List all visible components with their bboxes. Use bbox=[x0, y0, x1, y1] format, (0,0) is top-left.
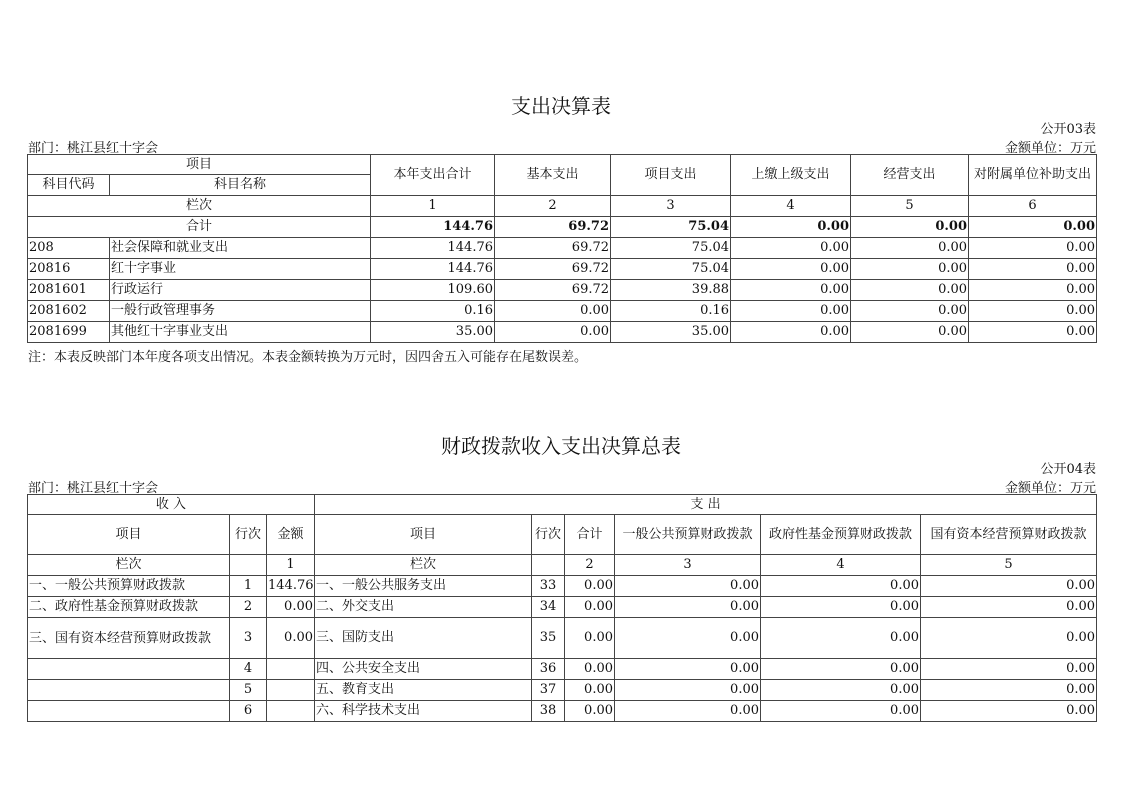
cell-value: 0.00 bbox=[761, 680, 921, 701]
table-row bbox=[28, 680, 1097, 701]
cell-value: 144.76 bbox=[371, 259, 495, 280]
table-row bbox=[28, 280, 1097, 301]
cell-value: 69.72 bbox=[495, 280, 611, 301]
cell-value: 0.00 bbox=[565, 680, 615, 701]
expenditure-unit: 金额单位：万元 bbox=[1004, 141, 1096, 156]
col-number: 2 bbox=[565, 555, 615, 576]
expense-item: 六、科学技术支出 bbox=[315, 701, 532, 722]
income-item bbox=[28, 659, 230, 680]
fiscal-table-title: 财政拨款收入支出决算总表 bbox=[441, 434, 681, 458]
expense-hangci: 34 bbox=[532, 597, 565, 618]
col-number: 1 bbox=[371, 196, 495, 217]
col-number: 6 bbox=[969, 196, 1097, 217]
cell-value: 0.00 bbox=[565, 597, 615, 618]
lanci-label: 栏次 bbox=[28, 196, 371, 217]
cell-value: 0.00 bbox=[921, 597, 1097, 618]
cell-value: 0.00 bbox=[615, 680, 761, 701]
header-general-budget: 一般公共预算财政拨款 bbox=[615, 515, 761, 555]
header-in-hangci: 行次 bbox=[230, 515, 267, 555]
income-hangci: 1 bbox=[230, 576, 267, 597]
subject-code: 20816 bbox=[28, 259, 110, 280]
header-out-item: 项目 bbox=[315, 515, 532, 555]
cell-value: 0.00 bbox=[921, 701, 1097, 722]
cell-value: 0.00 bbox=[731, 280, 851, 301]
header-item: 项目 bbox=[28, 155, 371, 175]
column-number-row bbox=[28, 555, 1097, 576]
expense-item: 一、一般公共服务支出 bbox=[315, 576, 532, 597]
income-amount bbox=[267, 701, 315, 722]
header-col-total: 本年支出合计 bbox=[371, 155, 495, 196]
income-header: 收 入 bbox=[28, 495, 315, 515]
header-col-business: 经营支出 bbox=[851, 155, 969, 196]
cell-value: 0.00 bbox=[969, 280, 1097, 301]
total-value: 144.76 bbox=[371, 217, 495, 238]
expenditure-department: 部门：桃江县红十字会 bbox=[28, 141, 159, 156]
col-number: 4 bbox=[761, 555, 921, 576]
income-hangci: 4 bbox=[230, 659, 267, 680]
col-number: 4 bbox=[731, 196, 851, 217]
subject-code: 2081601 bbox=[28, 280, 110, 301]
header-in-amount: 金额 bbox=[267, 515, 315, 555]
subject-code: 2081602 bbox=[28, 301, 110, 322]
cell-value: 0.00 bbox=[921, 618, 1097, 659]
cell-value: 0.00 bbox=[615, 701, 761, 722]
header-col-upper: 上缴上级支出 bbox=[731, 155, 851, 196]
empty-cell bbox=[532, 555, 565, 576]
income-hangci: 3 bbox=[230, 618, 267, 659]
income-item: 二、政府性基金预算财政拨款 bbox=[28, 597, 230, 618]
total-value: 69.72 bbox=[495, 217, 611, 238]
table-row bbox=[28, 659, 1097, 680]
cell-value: 0.00 bbox=[921, 659, 1097, 680]
table-row bbox=[28, 701, 1097, 722]
table-row bbox=[28, 259, 1097, 280]
col-number: 1 bbox=[267, 555, 315, 576]
expenditure-table-code: 公开03表 bbox=[1040, 122, 1096, 137]
cell-value: 0.00 bbox=[495, 301, 611, 322]
total-value: 75.04 bbox=[611, 217, 731, 238]
column-number-row bbox=[28, 196, 1097, 217]
table-row bbox=[28, 238, 1097, 259]
fiscal-table bbox=[27, 494, 1097, 722]
subject-name: 其他红十字事业支出 bbox=[110, 322, 371, 343]
header-subject-name: 科目名称 bbox=[110, 175, 371, 196]
cell-value: 0.00 bbox=[921, 680, 1097, 701]
subject-code: 208 bbox=[28, 238, 110, 259]
cell-value: 0.00 bbox=[761, 576, 921, 597]
total-label: 合计 bbox=[28, 217, 371, 238]
header-subject-code: 科目代码 bbox=[28, 175, 110, 196]
cell-value: 0.00 bbox=[851, 322, 969, 343]
subject-name: 社会保障和就业支出 bbox=[110, 238, 371, 259]
table-row bbox=[28, 322, 1097, 343]
header-in-item: 项目 bbox=[28, 515, 230, 555]
cell-value: 0.00 bbox=[761, 659, 921, 680]
cell-value: 69.72 bbox=[495, 259, 611, 280]
income-amount: 144.76 bbox=[267, 576, 315, 597]
total-value: 0.00 bbox=[731, 217, 851, 238]
col-number: 5 bbox=[851, 196, 969, 217]
income-hangci: 6 bbox=[230, 701, 267, 722]
lanci-label: 栏次 bbox=[28, 555, 230, 576]
cell-value: 0.00 bbox=[731, 259, 851, 280]
cell-value: 144.76 bbox=[371, 238, 495, 259]
total-row bbox=[28, 217, 1097, 238]
cell-value: 75.04 bbox=[611, 259, 731, 280]
cell-value: 35.00 bbox=[611, 322, 731, 343]
expense-hangci: 38 bbox=[532, 701, 565, 722]
cell-value: 0.00 bbox=[615, 576, 761, 597]
lanci-label: 栏次 bbox=[315, 555, 532, 576]
header-col-subsidy: 对附属单位补助支出 bbox=[969, 155, 1097, 196]
table-row bbox=[28, 576, 1097, 597]
subject-name: 红十字事业 bbox=[110, 259, 371, 280]
cell-value: 0.00 bbox=[731, 301, 851, 322]
cell-value: 0.00 bbox=[565, 618, 615, 659]
cell-value: 0.00 bbox=[495, 322, 611, 343]
table-row bbox=[28, 301, 1097, 322]
cell-value: 69.72 bbox=[495, 238, 611, 259]
cell-value: 0.16 bbox=[611, 301, 731, 322]
cell-value: 0.00 bbox=[851, 301, 969, 322]
cell-value: 0.00 bbox=[969, 238, 1097, 259]
header-col-project: 项目支出 bbox=[611, 155, 731, 196]
income-hangci: 5 bbox=[230, 680, 267, 701]
cell-value: 0.00 bbox=[761, 701, 921, 722]
table-row bbox=[28, 618, 1097, 659]
cell-value: 35.00 bbox=[371, 322, 495, 343]
income-item: 一、一般公共预算财政拨款 bbox=[28, 576, 230, 597]
cell-value: 0.00 bbox=[969, 301, 1097, 322]
header-state-capital: 国有资本经营预算财政拨款 bbox=[921, 515, 1097, 555]
cell-value: 0.00 bbox=[615, 659, 761, 680]
header-col-basic: 基本支出 bbox=[495, 155, 611, 196]
cell-value: 0.00 bbox=[851, 280, 969, 301]
cell-value: 0.00 bbox=[615, 597, 761, 618]
col-number: 3 bbox=[611, 196, 731, 217]
income-amount bbox=[267, 680, 315, 701]
cell-value: 75.04 bbox=[611, 238, 731, 259]
income-item bbox=[28, 701, 230, 722]
expense-item: 三、国防支出 bbox=[315, 618, 532, 659]
cell-value: 0.00 bbox=[851, 238, 969, 259]
cell-value: 0.00 bbox=[761, 618, 921, 659]
expense-hangci: 36 bbox=[532, 659, 565, 680]
subject-name: 行政运行 bbox=[110, 280, 371, 301]
cell-value: 109.60 bbox=[371, 280, 495, 301]
col-number: 5 bbox=[921, 555, 1097, 576]
cell-value: 0.16 bbox=[371, 301, 495, 322]
expenditure-table-title: 支出决算表 bbox=[511, 94, 611, 118]
expenditure-table bbox=[27, 154, 1097, 343]
income-amount bbox=[267, 659, 315, 680]
income-amount: 0.00 bbox=[267, 618, 315, 659]
cell-value: 0.00 bbox=[565, 701, 615, 722]
header-out-total: 合计 bbox=[565, 515, 615, 555]
cell-value: 0.00 bbox=[731, 238, 851, 259]
fiscal-table-code: 公开04表 bbox=[1040, 462, 1096, 477]
table-row bbox=[28, 597, 1097, 618]
total-value: 0.00 bbox=[851, 217, 969, 238]
cell-value: 39.88 bbox=[611, 280, 731, 301]
income-hangci: 2 bbox=[230, 597, 267, 618]
expense-item: 五、教育支出 bbox=[315, 680, 532, 701]
col-number: 3 bbox=[615, 555, 761, 576]
total-value: 0.00 bbox=[969, 217, 1097, 238]
cell-value: 0.00 bbox=[969, 322, 1097, 343]
cell-value: 0.00 bbox=[921, 576, 1097, 597]
income-item bbox=[28, 680, 230, 701]
col-number: 2 bbox=[495, 196, 611, 217]
cell-value: 0.00 bbox=[565, 659, 615, 680]
income-item: 三、国有资本经营预算财政拨款 bbox=[28, 618, 230, 659]
cell-value: 0.00 bbox=[761, 597, 921, 618]
expenditure-note: 注：本表反映部门本年度各项支出情况。本表金额转换为万元时，因四舍五入可能存在尾数误差。 bbox=[28, 350, 588, 365]
empty-cell bbox=[230, 555, 267, 576]
subject-name: 一般行政管理事务 bbox=[110, 301, 371, 322]
expense-header: 支 出 bbox=[315, 495, 1097, 515]
cell-value: 0.00 bbox=[851, 259, 969, 280]
subject-code: 2081699 bbox=[28, 322, 110, 343]
cell-value: 0.00 bbox=[731, 322, 851, 343]
expense-item: 二、外交支出 bbox=[315, 597, 532, 618]
header-out-hangci: 行次 bbox=[532, 515, 565, 555]
expense-hangci: 35 bbox=[532, 618, 565, 659]
expense-hangci: 37 bbox=[532, 680, 565, 701]
cell-value: 0.00 bbox=[565, 576, 615, 597]
fiscal-unit: 金额单位：万元 bbox=[1004, 481, 1096, 496]
cell-value: 0.00 bbox=[969, 259, 1097, 280]
header-fund-budget: 政府性基金预算财政拨款 bbox=[761, 515, 921, 555]
income-amount: 0.00 bbox=[267, 597, 315, 618]
cell-value: 0.00 bbox=[615, 618, 761, 659]
expense-hangci: 33 bbox=[532, 576, 565, 597]
expense-item: 四、公共安全支出 bbox=[315, 659, 532, 680]
fiscal-department: 部门：桃江县红十字会 bbox=[28, 481, 159, 496]
